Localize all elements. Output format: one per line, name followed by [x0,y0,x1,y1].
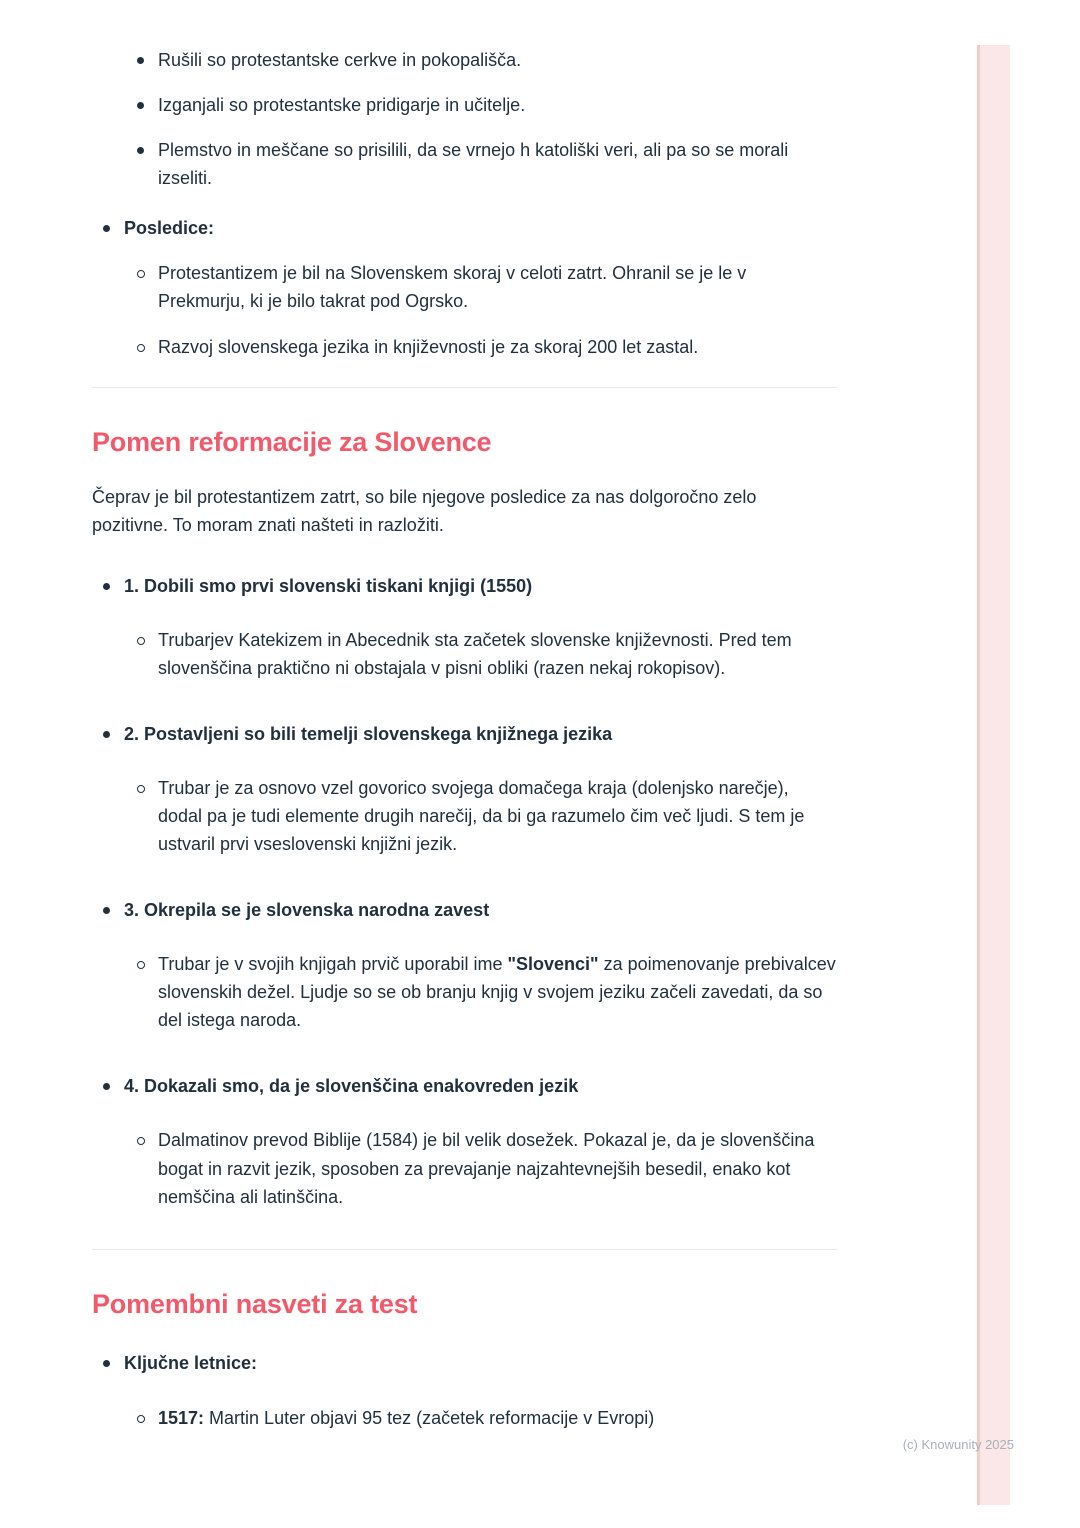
circle-bullet-icon [136,333,158,361]
circle-bullet-icon [136,950,158,1034]
circle-bullet-icon [136,774,158,858]
key-dates-label-item [92,1349,837,1377]
watermark: (c) Knowunity 2025 [902,1437,1014,1452]
list-item-text: Protestantizem je bil na Slovenskem skoraj v celoti zatrt. Ohranil se je le v Prekmurju, ki je bilo takrat pod Ogrsko. [158,263,747,312]
list-item [92,136,837,192]
list-item [92,46,837,74]
list-item-text: Rušili so protestantske cerkve in pokopališča. [158,50,522,70]
list-item-text: Razvoj slovenskega jezika in književnosti je za skoraj 200 let zastal. [158,336,699,357]
point-body-item [92,774,837,858]
circle-bullet-icon [136,626,158,682]
bullet-icon [102,1349,124,1377]
circle-bullet-icon [136,1404,158,1432]
point-heading: 4. Dokazali smo, da je slovenščina enakovreden jezik [124,1076,579,1097]
bullet-icon [136,136,158,192]
bullet-icon [136,91,158,119]
section-divider [92,387,837,388]
point-heading-item [92,572,837,600]
section-title-nasveti: Pomembni nasveti za test [92,1288,418,1319]
point-body-segment: za poimenovanje prebivalcev slovenskih dežel. Ljudje so se ob branju knjig v svojem jeziku začeli zavedati, da so del istega naroda. [158,954,836,1031]
key-date-description: Martin Luter objavi 95 tez (začetek reformacije v Evropi) [204,1407,655,1428]
key-date-item [92,1404,837,1432]
point-body-segment: Trubar je v svojih knjigah prvič uporabil ime [158,954,508,975]
point-body-text: Trubarjev Katekizem in Abecednik sta začetek slovenske književnosti. Pred tem slovenščina praktično ni obstajala v pisni obliki (razen nekaj rokopisov). [158,629,792,678]
point-body-text: Trubar je za osnovo vzel govorico svojega domačega kraja (dolenjsko narečje), dodal pa je tudi elemente drugih narečij, da bi ga razumelo čim več ljudi. S tem je ustvaril prvi vseslovenski knjižni jezik. [158,777,805,854]
list-item [92,259,837,315]
bullet-icon [136,46,158,74]
point-heading-item [92,720,837,748]
bullet-icon [102,214,124,242]
point-heading: 3. Okrepila se je slovenska narodna zavest [124,900,490,921]
bullet-icon [102,572,124,600]
measures-list [92,46,837,192]
key-dates-label: Ključne letnice: [124,1353,258,1374]
section-title-pomen: Pomen reformacije za Slovence [92,426,492,457]
list-item-text: Plemstvo in meščane so prisilili, da se vrnejo h katoliški veri, ali pa so se morali izseliti. [158,140,789,189]
circle-bullet-icon [136,1126,158,1210]
point-heading: 2. Postavljeni so bili temelji slovenskega knjižnega jezika [124,723,613,744]
note-content [92,0,837,1449]
page-edge-strip [977,45,1010,1505]
point-heading: 1. Dobili smo prvi slovenski tiskani knjigi (1550) [124,575,533,596]
bullet-icon [102,1072,124,1100]
consequences-label: Posledice: [124,218,215,239]
list-item-text: Izganjali so protestantske pridigarje in učitelje. [158,95,526,116]
bullet-icon [102,896,124,924]
consequences-list [92,259,837,360]
circle-bullet-icon [136,259,158,315]
consequences-label-item [92,214,837,242]
point-body-text [158,950,837,1034]
point-body-bold-term: "Slovenci" [507,954,599,975]
key-date-text [158,1404,654,1432]
point-body-item [92,626,837,682]
list-item [92,333,837,361]
list-item [92,91,837,119]
key-date-year: 1517: [158,1407,205,1428]
point-body-text: Dalmatinov prevod Biblije (1584) je bil velik dosežek. Pokazal je, da je slovenščina bogat in razvit jezik, sposoben za prevajanje najzahtevnejših besedil, enako kot nemščina ali latinščina. [158,1130,815,1207]
point-body-item [92,950,837,1034]
section-divider [92,1249,837,1250]
bullet-icon [102,720,124,748]
section-intro: Čeprav je bil protestantizem zatrt, so bile njegove posledice za nas dolgoročno zelo pozitivne. To moram znati našteti in razložiti. [92,487,757,536]
point-heading-item [92,1072,837,1100]
point-body-item [92,1126,837,1210]
point-heading-item [92,896,837,924]
